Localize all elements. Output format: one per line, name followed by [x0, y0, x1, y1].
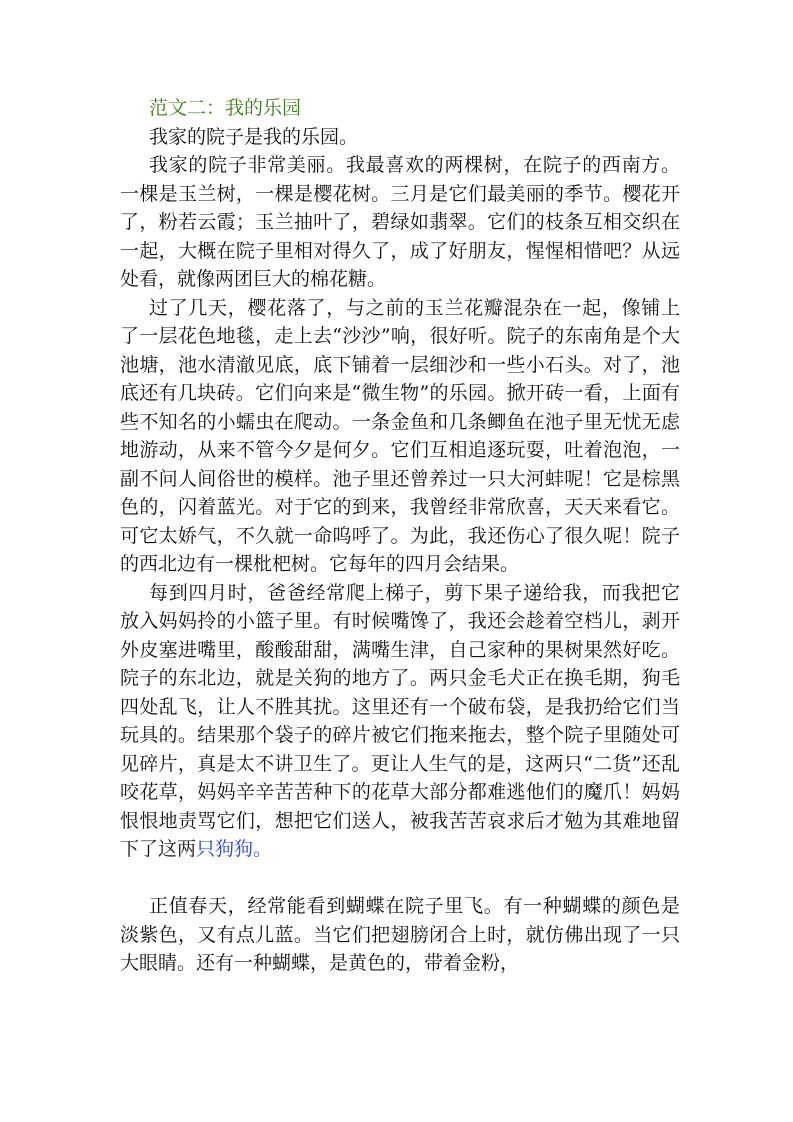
paragraph-1: 我家的院子非常美丽。我最喜欢的两棵树，在院子的西南方。一棵是玉兰树，一棵是樱花树。三月是它们最美丽的季节。樱花开了，粉若云霞；玉兰抽叶了，碧绿如翡翠。它们的枝条互相交织在一起，大概在院子里相对得久了，成了好朋友，惺惺相惜吧？从远处看，就像两团巨大的棉花糖。 [120, 154, 680, 290]
intro-paragraph: 我家的院子是我的乐园。 [149, 125, 359, 148]
paragraph-3 [120, 579, 680, 864]
paragraph-3-highlight: 只狗狗。 [196, 838, 273, 860]
document-page [120, 94, 680, 978]
essay-title: 范文二：我的乐园 [149, 97, 302, 119]
paragraph-3-text: 每到四月时，爸爸经常爬上梯子，剪下果子递给我，而我把它放入妈妈拎的小篮子里。有时候嘴馋了，我还会趁着空档儿，剥开外皮塞进嘴里，酸酸甜甜，满嘴生津，自己家种的果树果然好吃。院子的东北边，就是关狗的地方了。两只金毛犬正在换毛期，狗毛四处乱飞，让人不胜其扰。这里还有一个破布袋，是我扔给它们当玩具的。结果那个袋子的碎片被它们拖来拖去，整个院子里随处可见碎片，真是太不讲卫生了。更让人生气的是，这两只“二货”还乱咬花草，妈妈辛辛苦苦种下的花草大部分都难逃他们的魔爪！妈妈恨恨地责骂它们，想把它们送人，被我苦苦哀求后才勉为其难地留下了这两 [120, 581, 680, 860]
paragraph-gap [120, 864, 680, 893]
paragraph-2: 过了几天，樱花落了，与之前的玉兰花瓣混杂在一起，像铺上了一层花色地毯，走上去“沙沙”响，很好听。院子的东南角是个大池塘，池水清澈见底，底下铺着一层细沙和一些小石头。对了，池底还有几块砖。它们向来是“微生物”的乐园。掀开砖一看，上面有些不知名的小蠕虫在爬动。一条金鱼和几条鲫鱼在池子里无忧无虑地游动，从来不管今夕是何夕。它们互相追逐玩耍，吐着泡泡，一副不问人间俗世的模样。池子里还曾养过一只大河蚌呢！它是棕黑色的，闪着蓝光。对于它的到来，我曾经非常欣喜，天天来看它。可它太娇气，不久就一命呜呼了。为此，我还伤心了很久呢！院子的西北边有一棵枇杷树。它每年的四月会结果。 [120, 296, 680, 575]
paragraph-4: 正值春天，经常能看到蝴蝶在院子里飞。有一种蝴蝶的颜色是淡紫色，又有点儿蓝。当它们把翅膀闭合上时，就仿佛出现了一只大眼睛。还有一种蝴蝶，是黄色的，带着金粉， [120, 895, 680, 974]
